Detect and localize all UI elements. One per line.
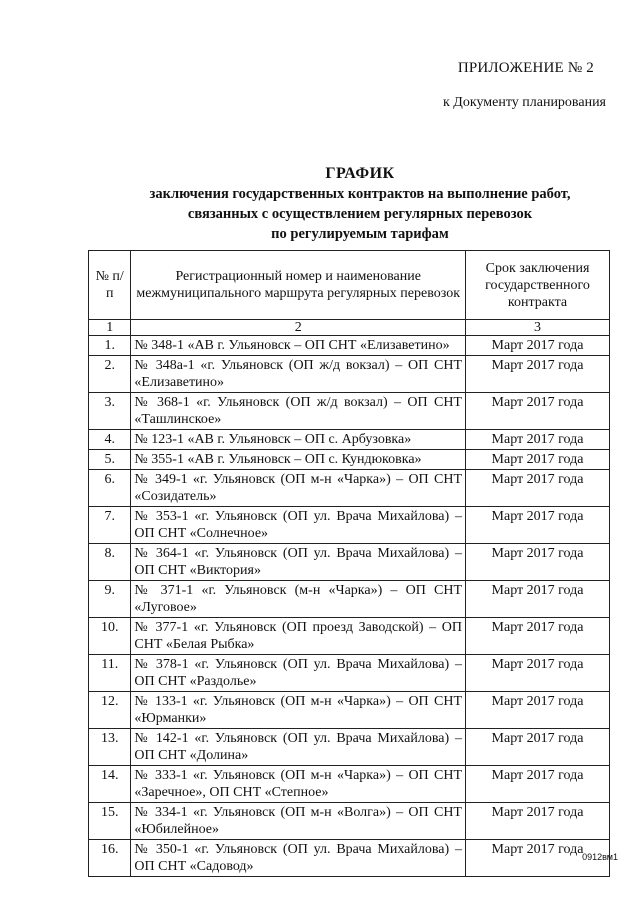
- route-name: № 368-1 «г. Ульяновск (ОП ж/д вокзал) – ОП СНТ «Ташлинское»: [131, 393, 466, 430]
- table-row: [89, 470, 610, 507]
- route-name: № 371-1 «г. Ульяновск (м-н «Чарка») – ОП СНТ «Луговое»: [131, 581, 466, 618]
- row-number: 5.: [89, 450, 131, 470]
- table-row: [89, 430, 610, 450]
- column-number-3: 3: [466, 320, 610, 336]
- route-name: № 364-1 «г. Ульяновск (ОП ул. Врача Михайлова) – ОП СНТ «Виктория»: [131, 544, 466, 581]
- contract-date: Март 2017 года: [466, 692, 610, 729]
- route-name: № 377-1 «г. Ульяновск (ОП проезд Заводской) – ОП СНТ «Белая Рыбка»: [131, 618, 466, 655]
- row-number: 8.: [89, 544, 131, 581]
- document-stamp: 0912вм1: [582, 852, 618, 862]
- column-numbers-row: [89, 320, 610, 336]
- row-number: 2.: [89, 356, 131, 393]
- table-row: [89, 618, 610, 655]
- row-number: 14.: [89, 766, 131, 803]
- route-name: № 133-1 «г. Ульяновск (ОП м-н «Чарка») – ОП СНТ «Юрманки»: [131, 692, 466, 729]
- column-number-2: 2: [131, 320, 466, 336]
- contract-date: Март 2017 года: [466, 507, 610, 544]
- table-row: [89, 803, 610, 840]
- contract-date: Март 2017 года: [466, 393, 610, 430]
- appendix-label: ПРИЛОЖЕНИЕ № 2: [457, 60, 594, 76]
- table-row: [89, 581, 610, 618]
- row-number: 11.: [89, 655, 131, 692]
- table-header-row: [89, 251, 610, 320]
- page-title: ГРАФИК: [325, 165, 395, 182]
- row-number: 15.: [89, 803, 131, 840]
- contract-date: Март 2017 года: [466, 803, 610, 840]
- title-block: [80, 164, 640, 244]
- table-row: [89, 655, 610, 692]
- row-number: 16.: [89, 840, 131, 877]
- route-name: № 349-1 «г. Ульяновск (ОП м-н «Чарка») – ОП СНТ «Созидатель»: [131, 470, 466, 507]
- route-name: № 353-1 «г. Ульяновск (ОП ул. Врача Михайлова) – ОП СНТ «Солнечное»: [131, 507, 466, 544]
- contract-date: Март 2017 года: [466, 450, 610, 470]
- column-number-1: 1: [89, 320, 131, 336]
- route-name: № 355-1 «АВ г. Ульяновск – ОП с. Кундюковка»: [131, 450, 466, 470]
- route-name: № 334-1 «г. Ульяновск (ОП м-н «Волга») – ОП СНТ «Юбилейное»: [131, 803, 466, 840]
- row-number: 7.: [89, 507, 131, 544]
- row-number: 3.: [89, 393, 131, 430]
- document-reference: к Документу планирования: [442, 95, 606, 110]
- contract-date: Март 2017 года: [466, 766, 610, 803]
- title-line-1: заключения государственных контрактов на выполнение работ,: [149, 186, 571, 202]
- table-row: [89, 840, 610, 877]
- header-number: № п/п: [89, 251, 131, 320]
- table-row: [89, 692, 610, 729]
- row-number: 9.: [89, 581, 131, 618]
- route-name: № 348-1 «АВ г. Ульяновск – ОП СНТ «Елизаветино»: [131, 336, 466, 356]
- table-row: [89, 544, 610, 581]
- route-name: № 348а-1 «г. Ульяновск (ОП ж/д вокзал) – ОП СНТ «Елизаветино»: [131, 356, 466, 393]
- row-number: 10.: [89, 618, 131, 655]
- table-row: [89, 507, 610, 544]
- contract-date: Март 2017 года: [466, 356, 610, 393]
- row-number: 12.: [89, 692, 131, 729]
- contract-date: Март 2017 года: [466, 336, 610, 356]
- table-row: [89, 766, 610, 803]
- route-name: № 333-1 «г. Ульяновск (ОП м-н «Чарка») – ОП СНТ «Заречное», ОП СНТ «Степное»: [131, 766, 466, 803]
- contract-date: Март 2017 года: [466, 655, 610, 692]
- table-row: [89, 450, 610, 470]
- row-number: 6.: [89, 470, 131, 507]
- row-number: 13.: [89, 729, 131, 766]
- contract-schedule-table: [88, 250, 610, 877]
- header-route: Регистрационный номер и наименование межмуниципального маршрута регулярных перевозок: [131, 251, 466, 320]
- title-line-3: по регулируемым тарифам: [271, 226, 449, 242]
- table-row: [89, 356, 610, 393]
- route-name: № 142-1 «г. Ульяновск (ОП ул. Врача Михайлова) – ОП СНТ «Долина»: [131, 729, 466, 766]
- route-name: № 350-1 «г. Ульяновск (ОП ул. Врача Михайлова) – ОП СНТ «Садовод»: [131, 840, 466, 877]
- contract-date: Март 2017 года: [466, 581, 610, 618]
- contract-date: Март 2017 года: [466, 430, 610, 450]
- route-name: № 123-1 «АВ г. Ульяновск – ОП с. Арбузовка»: [131, 430, 466, 450]
- contract-date: Март 2017 года: [466, 544, 610, 581]
- title-line-2: связанных с осуществлением регулярных перевозок: [187, 206, 533, 222]
- contract-date: Март 2017 года: [466, 470, 610, 507]
- table-row: [89, 393, 610, 430]
- table-row: [89, 336, 610, 356]
- table-row: [89, 729, 610, 766]
- table-body: [89, 336, 610, 877]
- header-date: Срок заключения государственного контракта: [466, 251, 610, 320]
- contract-date: Март 2017 года: [466, 840, 610, 877]
- contract-date: Март 2017 года: [466, 618, 610, 655]
- row-number: 4.: [89, 430, 131, 450]
- route-name: № 378-1 «г. Ульяновск (ОП ул. Врача Михайлова) – ОП СНТ «Раздолье»: [131, 655, 466, 692]
- row-number: 1.: [89, 336, 131, 356]
- contract-date: Март 2017 года: [466, 729, 610, 766]
